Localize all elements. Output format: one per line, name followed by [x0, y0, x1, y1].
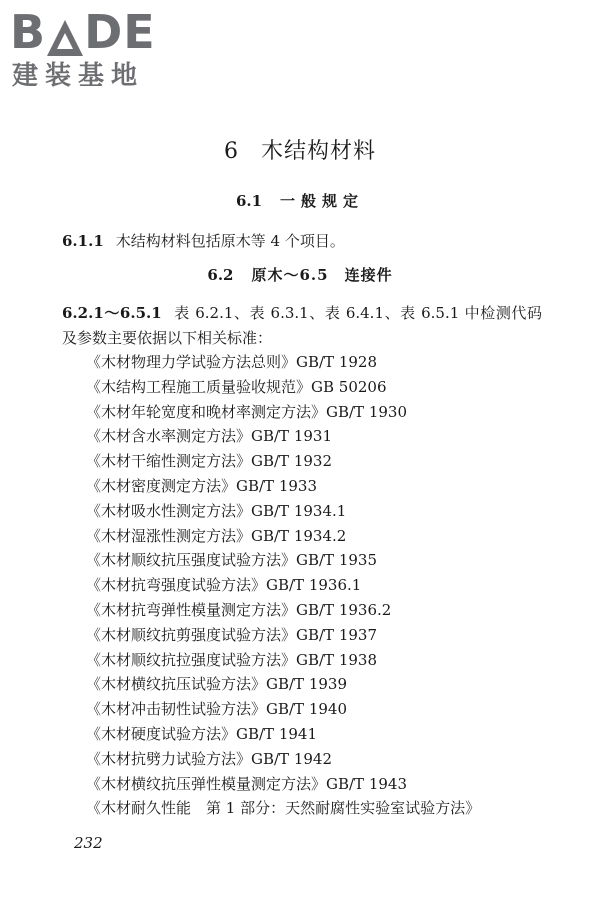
- section-heading-6-1: [0, 191, 600, 211]
- section-heading-6-2: [0, 265, 600, 285]
- section-number: 6.2: [207, 266, 234, 284]
- standard-item: 《木材含水率测定方法》GB/T 1931: [86, 427, 333, 446]
- brand-letters-left: B: [10, 5, 47, 59]
- brand-logo: [10, 6, 175, 92]
- section-number: 6.1: [235, 192, 263, 210]
- brand-a-triangle-icon: [47, 18, 83, 58]
- clause-6-1-1: [62, 229, 542, 254]
- clause-number: 6.2.1～6.5.1: [62, 304, 162, 322]
- brand-wordmark: [10, 6, 175, 58]
- section-title: 原木～6.5 连接件: [251, 266, 393, 284]
- standard-item: 《木材密度测定方法》GB/T 1933: [86, 476, 318, 495]
- clause-6-2-1: [62, 301, 542, 351]
- clause-text: 木结构材料包括原木等 4 个项目。: [115, 232, 345, 250]
- standard-item: 《木材横纹抗压弹性模量测定方法》GB/T 1943: [86, 774, 408, 793]
- standards-list: [86, 350, 566, 821]
- standard-item: 《木材硬度试验方法》GB/T 1941: [86, 724, 318, 743]
- standard-item: 《木材横纹抗压试验方法》GB/T 1939: [86, 675, 348, 694]
- standard-item: 《木材耐久性能 第 1 部分：天然耐腐性实验室试验方法》: [86, 799, 481, 818]
- page-number: 232: [74, 834, 103, 852]
- chapter-title-text: 木结构材料: [260, 139, 376, 164]
- standard-item: 《木材抗弯强度试验方法》GB/T 1936.1: [86, 576, 362, 595]
- standard-item: 《木材湿涨性测定方法》GB/T 1934.2: [86, 526, 347, 545]
- section-title: 一般规定: [280, 192, 365, 210]
- standard-item: 《木材顺纹抗剪强度试验方法》GB/T 1937: [86, 625, 378, 644]
- brand-subtitle: 建装基地: [12, 61, 145, 91]
- clause-text: 表 6.2.1、表 6.3.1、表 6.4.1、表 6.5.1 中检测代码及参数主要依据以下相关标准：: [62, 304, 543, 347]
- chapter-number: 6: [223, 139, 239, 164]
- standard-item: 《木材顺纹抗压强度试验方法》GB/T 1935: [86, 551, 378, 570]
- standard-item: 《木材冲击韧性试验方法》GB/T 1940: [86, 700, 348, 719]
- standard-item: 《木材吸水性测定方法》GB/T 1934.1: [86, 501, 347, 520]
- standard-item: 《木材年轮宽度和晚材率测定方法》GB/T 1930: [86, 402, 408, 421]
- chapter-title: [0, 138, 600, 166]
- standard-item: 《木材抗弯弹性模量测定方法》GB/T 1936.2: [86, 600, 392, 619]
- standard-item: 《木材干缩性测定方法》GB/T 1932: [86, 452, 333, 471]
- standard-item: 《木材抗劈力试验方法》GB/T 1942: [86, 749, 333, 768]
- standard-item: 《木结构工程施工质量验收规范》GB 50206: [86, 377, 387, 396]
- brand-letters-right: DE: [84, 5, 156, 59]
- clause-number: 6.1.1: [62, 232, 104, 250]
- standard-item: 《木材物理力学试验方法总则》GB/T 1928: [86, 353, 378, 371]
- standard-item: 《木材顺纹抗拉强度试验方法》GB/T 1938: [86, 650, 378, 669]
